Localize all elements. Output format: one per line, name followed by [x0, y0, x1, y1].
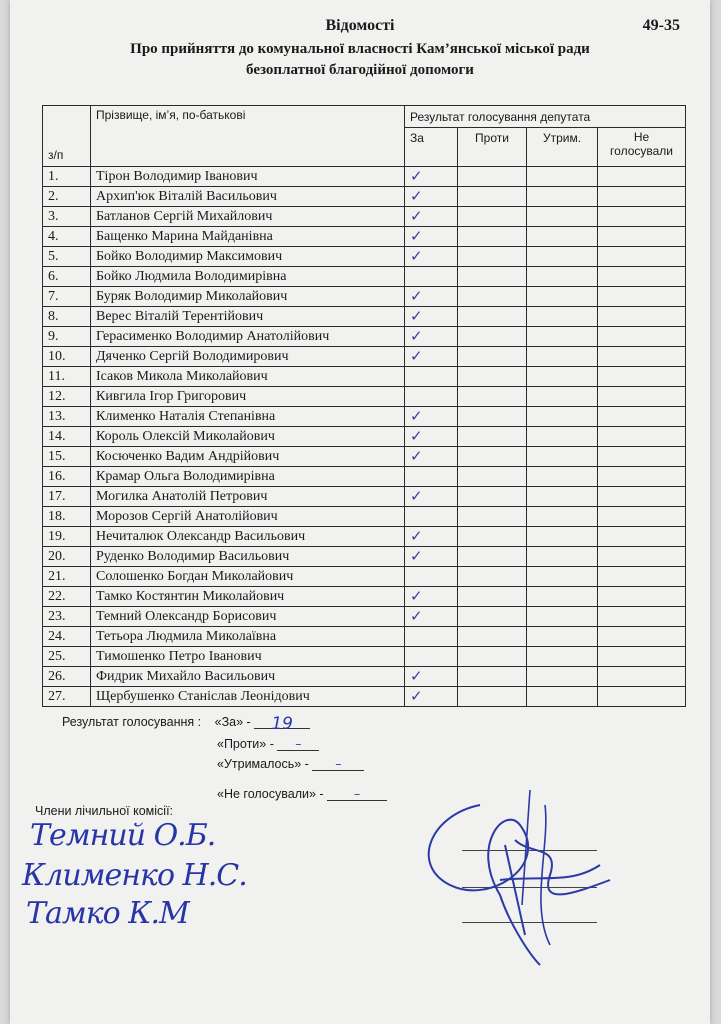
document-subtitle-line2: безоплатної благодійної допомоги: [246, 62, 474, 78]
row-name: Дяченко Сергій Володимирович: [91, 347, 405, 367]
ne-value: –: [327, 786, 387, 801]
table-row: [43, 427, 686, 447]
row-proty-cell: [458, 587, 527, 607]
za-label: «За» -: [214, 715, 251, 729]
row-ne-cell: [598, 607, 686, 627]
proty-label: «Проти» -: [217, 737, 274, 751]
row-number: 17.: [43, 487, 91, 507]
row-name: Крамар Ольга Володимирівна: [91, 467, 405, 487]
row-proty-cell: [458, 287, 527, 307]
row-name: Бойко Людмила Володимирівна: [91, 267, 405, 287]
table-row: [43, 167, 686, 187]
row-ne-cell: [598, 387, 686, 407]
row-number: 19.: [43, 527, 91, 547]
table-row: [43, 367, 686, 387]
row-name: Бойко Володимир Максимович: [91, 247, 405, 267]
row-za-cell: [405, 487, 458, 507]
row-name: Тетьора Людмила Миколаївна: [91, 627, 405, 647]
row-za-cell: [405, 507, 458, 527]
row-number: 9.: [43, 327, 91, 347]
row-name: Солошенко Богдан Миколайович: [91, 567, 405, 587]
row-za-cell: [405, 367, 458, 387]
row-number: 2.: [43, 187, 91, 207]
row-za-cell: [405, 687, 458, 707]
row-za-cell: [405, 567, 458, 587]
checkmark-icon: ✓: [410, 667, 423, 685]
row-ne-cell: [598, 547, 686, 567]
checkmark-icon: ✓: [410, 207, 423, 225]
table-row: [43, 387, 686, 407]
row-proty-cell: [458, 507, 527, 527]
row-proty-cell: [458, 347, 527, 367]
row-proty-cell: [458, 527, 527, 547]
row-utrym-cell: [527, 247, 598, 267]
row-name: Король Олексій Миколайович: [91, 427, 405, 447]
row-ne-cell: [598, 447, 686, 467]
proty-value: –: [277, 736, 319, 751]
row-ne-cell: [598, 407, 686, 427]
row-utrym-cell: [527, 587, 598, 607]
table-row: [43, 287, 686, 307]
row-proty-cell: [458, 247, 527, 267]
row-number: 4.: [43, 227, 91, 247]
row-proty-cell: [458, 187, 527, 207]
row-number: 24.: [43, 627, 91, 647]
row-ne-cell: [598, 207, 686, 227]
table-row: [43, 667, 686, 687]
row-za-cell: [405, 247, 458, 267]
row-ne-cell: [598, 247, 686, 267]
commission-label: Члени лічильної комісії:: [35, 804, 174, 818]
checkmark-icon: ✓: [410, 427, 423, 445]
checkmark-icon: ✓: [410, 287, 423, 305]
table-row: [43, 487, 686, 507]
row-number: 20.: [43, 547, 91, 567]
row-utrym-cell: [527, 647, 598, 667]
row-name: Тамко Костянтин Миколайович: [91, 587, 405, 607]
row-number: 8.: [43, 307, 91, 327]
row-proty-cell: [458, 327, 527, 347]
row-proty-cell: [458, 267, 527, 287]
row-ne-cell: [598, 167, 686, 187]
voting-table: [42, 105, 686, 707]
row-ne-cell: [598, 587, 686, 607]
results-label: Результат голосування :: [62, 715, 202, 729]
row-za-cell: [405, 427, 458, 447]
row-name: Фидрик Михайло Васильович: [91, 667, 405, 687]
table-row: [43, 527, 686, 547]
row-number: 3.: [43, 207, 91, 227]
row-name: Клименко Наталія Степанівна: [91, 407, 405, 427]
table-row: [43, 687, 686, 707]
row-utrym-cell: [527, 447, 598, 467]
row-ne-cell: [598, 187, 686, 207]
table-row: [43, 567, 686, 587]
row-proty-cell: [458, 427, 527, 447]
row-name: Бащенко Марина Майданівна: [91, 227, 405, 247]
row-name: Архип'юк Віталій Васильович: [91, 187, 405, 207]
row-ne-cell: [598, 647, 686, 667]
row-utrym-cell: [527, 407, 598, 427]
document-title: Відомості: [325, 17, 395, 34]
row-name: Нечиталюк Олександр Васильович: [91, 527, 405, 547]
table-row: [43, 327, 686, 347]
row-za-cell: [405, 327, 458, 347]
row-utrym-cell: [527, 287, 598, 307]
checkmark-icon: ✓: [410, 307, 423, 325]
row-utrym-cell: [527, 387, 598, 407]
document-subtitle-line1: Про прийняття до комунальної власності Кам’янської міської ради: [130, 41, 590, 57]
row-name: Щербушенко Станіслав Леонідович: [91, 687, 405, 707]
row-utrym-cell: [527, 527, 598, 547]
checkmark-icon: ✓: [410, 527, 423, 545]
row-proty-cell: [458, 647, 527, 667]
row-ne-cell: [598, 287, 686, 307]
row-number: 15.: [43, 447, 91, 467]
row-utrym-cell: [527, 687, 598, 707]
row-utrym-cell: [527, 547, 598, 567]
za-value: 19: [254, 714, 310, 729]
row-za-cell: [405, 307, 458, 327]
row-ne-cell: [598, 307, 686, 327]
row-za-cell: [405, 207, 458, 227]
row-utrym-cell: [527, 667, 598, 687]
header-utrym: Утрим.: [527, 128, 598, 167]
checkmark-icon: ✓: [410, 327, 423, 345]
row-proty-cell: [458, 687, 527, 707]
table-row: [43, 447, 686, 467]
row-za-cell: [405, 627, 458, 647]
row-utrym-cell: [527, 427, 598, 447]
header-name: Прізвище, ім’я, по-батькові: [91, 106, 405, 167]
row-utrym-cell: [527, 487, 598, 507]
ne-row: [217, 786, 387, 801]
row-proty-cell: [458, 607, 527, 627]
row-ne-cell: [598, 327, 686, 347]
row-utrym-cell: [527, 567, 598, 587]
results-block: [62, 714, 310, 734]
checkmark-icon: ✓: [410, 227, 423, 245]
row-number: 23.: [43, 607, 91, 627]
row-proty-cell: [458, 467, 527, 487]
table-row: [43, 227, 686, 247]
row-proty-cell: [458, 667, 527, 687]
checkmark-icon: ✓: [410, 167, 423, 185]
row-utrym-cell: [527, 347, 598, 367]
row-number: 7.: [43, 287, 91, 307]
row-number: 21.: [43, 567, 91, 587]
row-name: Морозов Сергій Анатолійович: [91, 507, 405, 527]
table-row: [43, 507, 686, 527]
row-za-cell: [405, 527, 458, 547]
row-ne-cell: [598, 487, 686, 507]
row-utrym-cell: [527, 207, 598, 227]
row-proty-cell: [458, 207, 527, 227]
utrym-value: –: [312, 756, 364, 771]
row-za-cell: [405, 647, 458, 667]
signature-3: Тамко К.М: [26, 896, 189, 931]
row-utrym-cell: [527, 227, 598, 247]
checkmark-icon: ✓: [410, 447, 423, 465]
table-row: [43, 407, 686, 427]
row-za-cell: [405, 227, 458, 247]
row-ne-cell: [598, 427, 686, 447]
chairman-signature: [410, 785, 640, 970]
row-proty-cell: [458, 547, 527, 567]
checkmark-icon: ✓: [410, 587, 423, 605]
row-za-cell: [405, 407, 458, 427]
row-proty-cell: [458, 167, 527, 187]
row-za-cell: [405, 547, 458, 567]
row-utrym-cell: [527, 167, 598, 187]
row-name: Могилка Анатолій Петрович: [91, 487, 405, 507]
row-ne-cell: [598, 687, 686, 707]
checkmark-icon: ✓: [410, 347, 423, 365]
row-number: 6.: [43, 267, 91, 287]
row-ne-cell: [598, 267, 686, 287]
row-utrym-cell: [527, 507, 598, 527]
row-ne-cell: [598, 527, 686, 547]
row-za-cell: [405, 267, 458, 287]
row-number: 26.: [43, 667, 91, 687]
row-proty-cell: [458, 447, 527, 467]
row-ne-cell: [598, 467, 686, 487]
header-proty: Проти: [458, 128, 527, 167]
row-name: Батланов Сергій Михайлович: [91, 207, 405, 227]
row-za-cell: [405, 467, 458, 487]
row-name: Руденко Володимир Васильович: [91, 547, 405, 567]
row-name: Тірон Володимир Іванович: [91, 167, 405, 187]
table-row: [43, 547, 686, 567]
row-number: 12.: [43, 387, 91, 407]
checkmark-icon: ✓: [410, 487, 423, 505]
header-ne-holosuvaly: Не голосували: [598, 128, 686, 167]
document-number: 49-35: [642, 17, 680, 34]
checkmark-icon: ✓: [410, 547, 423, 565]
row-utrym-cell: [527, 267, 598, 287]
row-name: Косюченко Вадим Андрійович: [91, 447, 405, 467]
row-proty-cell: [458, 387, 527, 407]
row-ne-cell: [598, 227, 686, 247]
row-name: Герасименко Володимир Анатолійович: [91, 327, 405, 347]
row-utrym-cell: [527, 467, 598, 487]
table-row: [43, 247, 686, 267]
row-ne-cell: [598, 567, 686, 587]
ne-label: «Не голосували» -: [217, 787, 324, 801]
row-za-cell: [405, 347, 458, 367]
row-number: 25.: [43, 647, 91, 667]
table-row: [43, 627, 686, 647]
table-row: [43, 467, 686, 487]
row-za-cell: [405, 387, 458, 407]
row-proty-cell: [458, 227, 527, 247]
table-row: [43, 347, 686, 367]
checkmark-icon: ✓: [410, 407, 423, 425]
row-za-cell: [405, 667, 458, 687]
row-number: 16.: [43, 467, 91, 487]
row-name: Темний Олександр Борисович: [91, 607, 405, 627]
utrym-row: [217, 756, 364, 771]
signature-2: Клименко Н.С.: [22, 858, 247, 893]
table-row: [43, 587, 686, 607]
proty-row: [217, 736, 319, 751]
row-ne-cell: [598, 667, 686, 687]
row-proty-cell: [458, 567, 527, 587]
row-za-cell: [405, 587, 458, 607]
row-name: Тимошенко Петро Іванович: [91, 647, 405, 667]
row-za-cell: [405, 167, 458, 187]
row-name: Кивгила Ігор Григорович: [91, 387, 405, 407]
row-za-cell: [405, 447, 458, 467]
row-ne-cell: [598, 627, 686, 647]
row-utrym-cell: [527, 187, 598, 207]
table-row: [43, 307, 686, 327]
row-number: 22.: [43, 587, 91, 607]
row-za-cell: [405, 287, 458, 307]
checkmark-icon: ✓: [410, 687, 423, 705]
table-row: [43, 647, 686, 667]
row-proty-cell: [458, 407, 527, 427]
header-result: Результат голосування депутата: [405, 106, 686, 128]
row-name: Ісаков Микола Миколайович: [91, 367, 405, 387]
row-number: 27.: [43, 687, 91, 707]
row-number: 5.: [43, 247, 91, 267]
checkmark-icon: ✓: [410, 247, 423, 265]
utrym-label: «Утрималось» -: [217, 757, 309, 771]
checkmark-icon: ✓: [410, 607, 423, 625]
row-number: 11.: [43, 367, 91, 387]
row-utrym-cell: [527, 327, 598, 347]
row-number: 14.: [43, 427, 91, 447]
row-proty-cell: [458, 487, 527, 507]
row-number: 18.: [43, 507, 91, 527]
row-utrym-cell: [527, 627, 598, 647]
row-number: 13.: [43, 407, 91, 427]
row-utrym-cell: [527, 307, 598, 327]
signature-1: Темний О.Б.: [30, 818, 216, 853]
row-name: Буряк Володимир Миколайович: [91, 287, 405, 307]
row-number: 10.: [43, 347, 91, 367]
row-proty-cell: [458, 307, 527, 327]
row-proty-cell: [458, 627, 527, 647]
row-utrym-cell: [527, 607, 598, 627]
table-row: [43, 207, 686, 227]
row-za-cell: [405, 607, 458, 627]
row-utrym-cell: [527, 367, 598, 387]
table-row: [43, 187, 686, 207]
checkmark-icon: ✓: [410, 187, 423, 205]
row-ne-cell: [598, 507, 686, 527]
row-name: Верес Віталій Терентійович: [91, 307, 405, 327]
header-num: з/п: [43, 106, 91, 167]
row-proty-cell: [458, 367, 527, 387]
row-ne-cell: [598, 367, 686, 387]
row-za-cell: [405, 187, 458, 207]
row-number: 1.: [43, 167, 91, 187]
table-row: [43, 267, 686, 287]
table-row: [43, 607, 686, 627]
header-za: За: [405, 128, 458, 167]
row-ne-cell: [598, 347, 686, 367]
